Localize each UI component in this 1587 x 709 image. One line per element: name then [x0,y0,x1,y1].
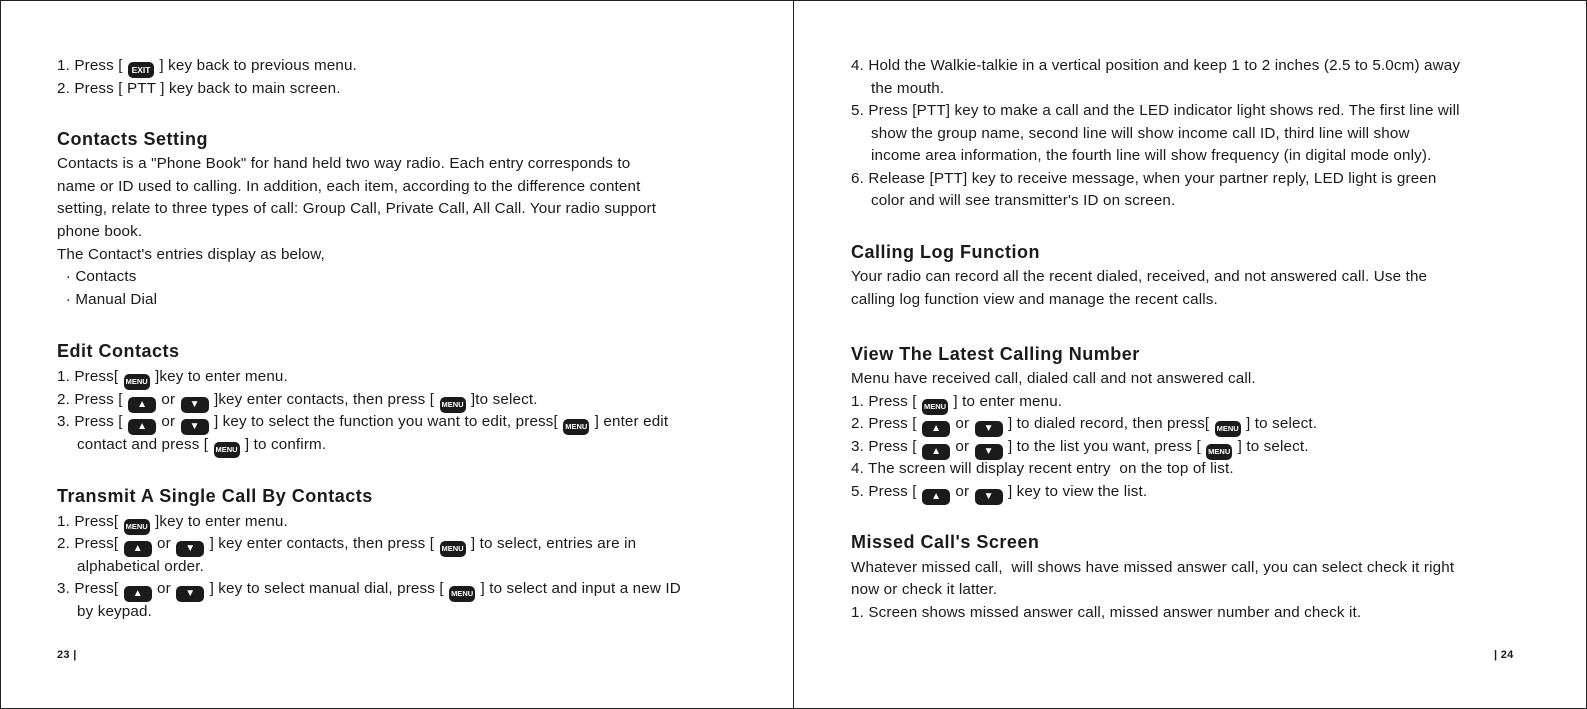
step-line: 6. Release [PTT] key to receive message, when your partner reply, LED light is green [851,170,1437,187]
menu-key-icon: MENU [1215,421,1241,437]
paragraph-line: Your radio can record all the recent dialed, received, and not answered call. Use the [851,268,1428,285]
down-key-icon: ▼ [975,421,1003,437]
menu-key-icon: MENU [449,586,475,602]
down-key-icon: ▼ [975,444,1003,460]
step-line: 2. Press [ ▲ or ▼ ] to dialed record, then press[ MENU ] to select. [851,413,1317,437]
step-line: 3. Press [ ▲ or ▼ ] to the list you want, press [ MENU ] to select. [851,436,1309,460]
exit-instruction: 1. Press [ EXIT ] key back to previous menu. [57,55,357,78]
menu-key-icon: MENU [922,399,948,415]
step-line: by keypad. [77,603,152,620]
paragraph-line: name or ID used to calling. In addition, each item, according to the difference content [57,178,641,195]
down-key-icon: ▼ [181,419,209,435]
step-line: 3. Press [ ▲ or ▼ ] key to select the function you want to edit, press[ MENU ] enter edit [57,411,668,435]
step-line: 4. The screen will display recent entry on the top of list. [851,460,1234,477]
menu-key-icon: MENU [440,397,466,413]
up-key-icon: ▲ [124,586,152,602]
menu-key-icon: MENU [1206,444,1232,460]
step-line: contact and press [ MENU ] to confirm. [57,434,326,458]
step-line: 5. Press [PTT] key to make a call and the LED indicator light shows red. The first line will [851,102,1460,119]
page-number-left: 23 | [57,649,77,661]
section-title-missed-calls: Missed Call's Screen [851,532,1040,552]
up-key-icon: ▲ [922,421,950,437]
down-key-icon: ▼ [181,397,209,413]
section-title-transmit-single-call: Transmit A Single Call By Contacts [57,486,373,506]
section-title-contacts-setting: Contacts Setting [57,129,209,149]
up-key-icon: ▲ [128,397,156,413]
step-line: the mouth. [871,80,945,97]
up-key-icon: ▲ [922,489,950,505]
paragraph-line: phone book. [57,223,143,240]
step-line: 2. Press [ ▲ or ▼ ]key enter contacts, then press [ MENU ]to select. [57,389,538,413]
list-item-contacts: · Contacts [57,268,137,285]
list-item-manual-dial: · Manual Dial [57,291,158,308]
step-line: 1. Press [ MENU ] to enter menu. [851,391,1062,415]
step-line: 1. Press[ MENU ]key to enter menu. [57,511,288,535]
step-line: 2. Press[ ▲ or ▼ ] key enter contacts, then press [ MENU ] to select, entries are in [57,533,636,557]
paragraph-line: setting, relate to three types of call: Group Call, Private Call, All Call. Your radio support [57,200,657,217]
step-line: 3. Press[ ▲ or ▼ ] key to select manual dial, press [ MENU ] to select and input a new ID [57,578,681,602]
step-line: income area information, the fourth line will show frequency (in digital mode only). [871,147,1432,164]
menu-key-icon: MENU [124,374,150,390]
step-line: show the group name, second line will show income call ID, third line will show [871,125,1410,142]
ptt-instruction: 2. Press [ PTT ] key back to main screen. [57,80,341,97]
step-line: color and will see transmitter's ID on screen. [871,192,1176,209]
down-key-icon: ▼ [176,586,204,602]
exit-key-icon: EXIT [128,62,154,78]
step-line: alphabetical order. [77,558,204,575]
page-number-right: | 24 [1494,649,1514,661]
up-key-icon: ▲ [128,419,156,435]
up-key-icon: ▲ [124,541,152,557]
menu-key-icon: MENU [214,442,240,458]
paragraph-line: Whatever missed call, will shows have missed answer call, you can select check it right [851,559,1455,576]
paragraph-line: Menu have received call, dialed call and not answered call. [851,370,1256,387]
step-line: 1. Press[ MENU ]key to enter menu. [57,366,288,390]
page-divider [793,1,794,708]
section-title-edit-contacts: Edit Contacts [57,341,180,361]
step-line: 5. Press [ ▲ or ▼ ] key to view the list. [851,481,1147,505]
paragraph-line: Contacts is a "Phone Book" for hand held two way radio. Each entry corresponds to [57,155,631,172]
up-key-icon: ▲ [922,444,950,460]
down-key-icon: ▼ [176,541,204,557]
menu-key-icon: MENU [124,519,150,535]
menu-key-icon: MENU [440,541,466,557]
menu-key-icon: MENU [563,419,589,435]
paragraph-line: The Contact's entries display as below, [57,246,325,263]
step-line: 4. Hold the Walkie-talkie in a vertical position and keep 1 to 2 inches (2.5 to 5.0cm) away [851,57,1461,74]
step-line: 1. Screen shows missed answer call, missed answer number and check it. [851,604,1362,621]
section-title-calling-log: Calling Log Function [851,242,1040,262]
down-key-icon: ▼ [975,489,1003,505]
paragraph-line: now or check it latter. [851,581,998,598]
paragraph-line: calling log function view and manage the recent calls. [851,291,1218,308]
section-title-view-latest: View The Latest Calling Number [851,344,1140,364]
